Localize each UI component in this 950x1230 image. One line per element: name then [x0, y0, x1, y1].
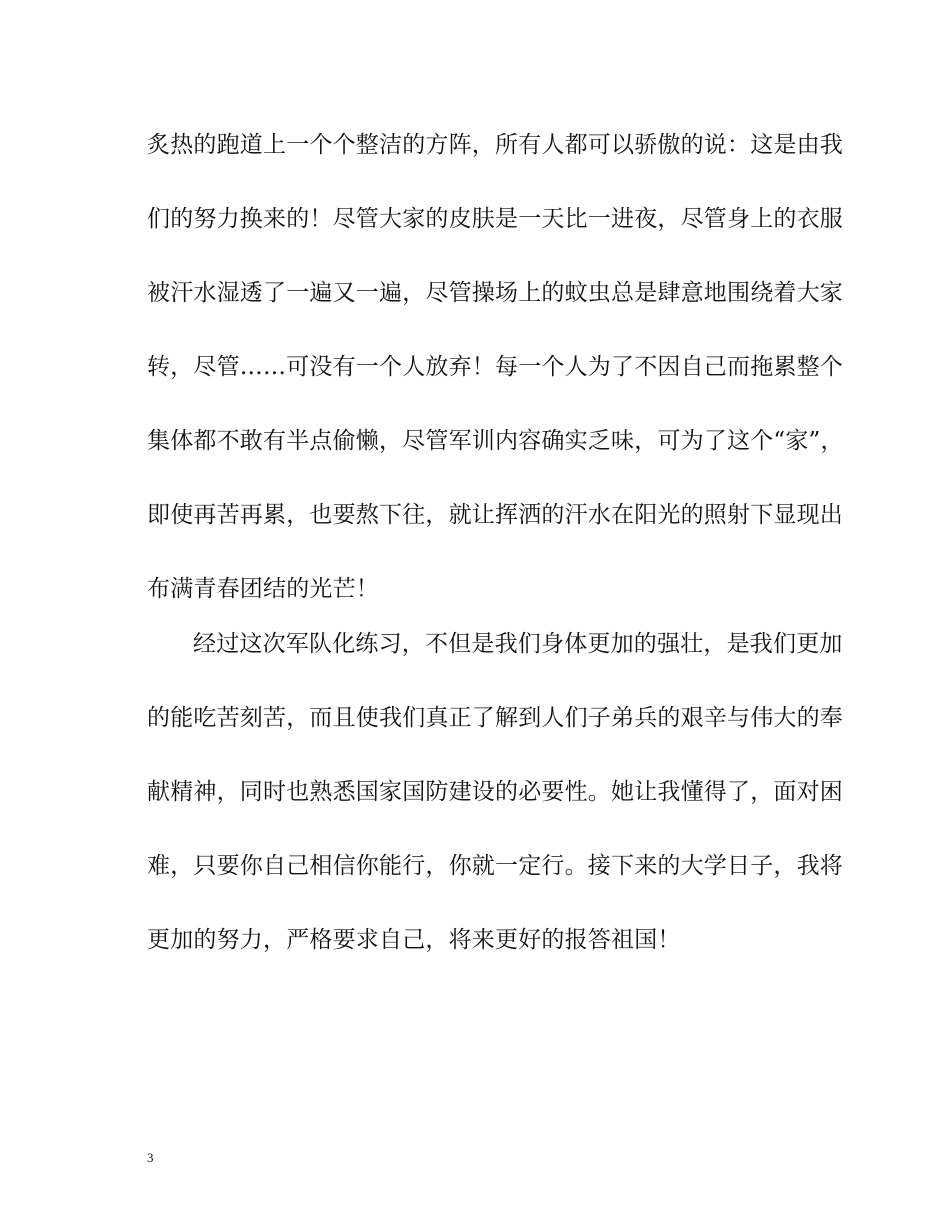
page-number: 3 [147, 1150, 154, 1165]
text-line: 集体都不敢有半点偷懒，尽管军训内容确实乏味，可为了这个“家”， [147, 428, 844, 454]
text-line: 布满青春团结的光芒！ [147, 576, 379, 602]
text-line: 转，尽管……可没有一个人放弃！每一个人为了不因自己而拖累整个 [147, 354, 843, 380]
text-line: 献精神，同时也熟悉国家国防建设的必要性。她让我懂得了，面对困 [147, 779, 843, 805]
text-line: 即使再苦再累，也要熬下往，就让挥洒的汗水在阳光的照射下显现出 [147, 502, 843, 528]
text-line: 难，只要你自己相信你能行，你就一定行。接下来的大学日子，我将 [147, 853, 843, 879]
text-line: 的能吃苦刻苦，而且使我们真正了解到人们子弟兵的艰辛与伟大的奉 [147, 705, 843, 731]
text-line: 们的努力换来的！尽管大家的皮肤是一天比一进夜，尽管身上的衣服 [147, 206, 843, 232]
text-line: 经过这次军队化练习，不但是我们身体更加的强壮，是我们更加 [193, 631, 843, 657]
text-line: 更加的努力，严格要求自己，将来更好的报答祖国！ [147, 927, 681, 953]
text-line: 炙热的跑道上一个个整洁的方阵，所有人都可以骄傲的说：这是由我 [147, 132, 843, 158]
text-line: 被汗水湿透了一遍又一遍，尽管操场上的蚊虫总是肆意地围绕着大家 [147, 280, 843, 306]
